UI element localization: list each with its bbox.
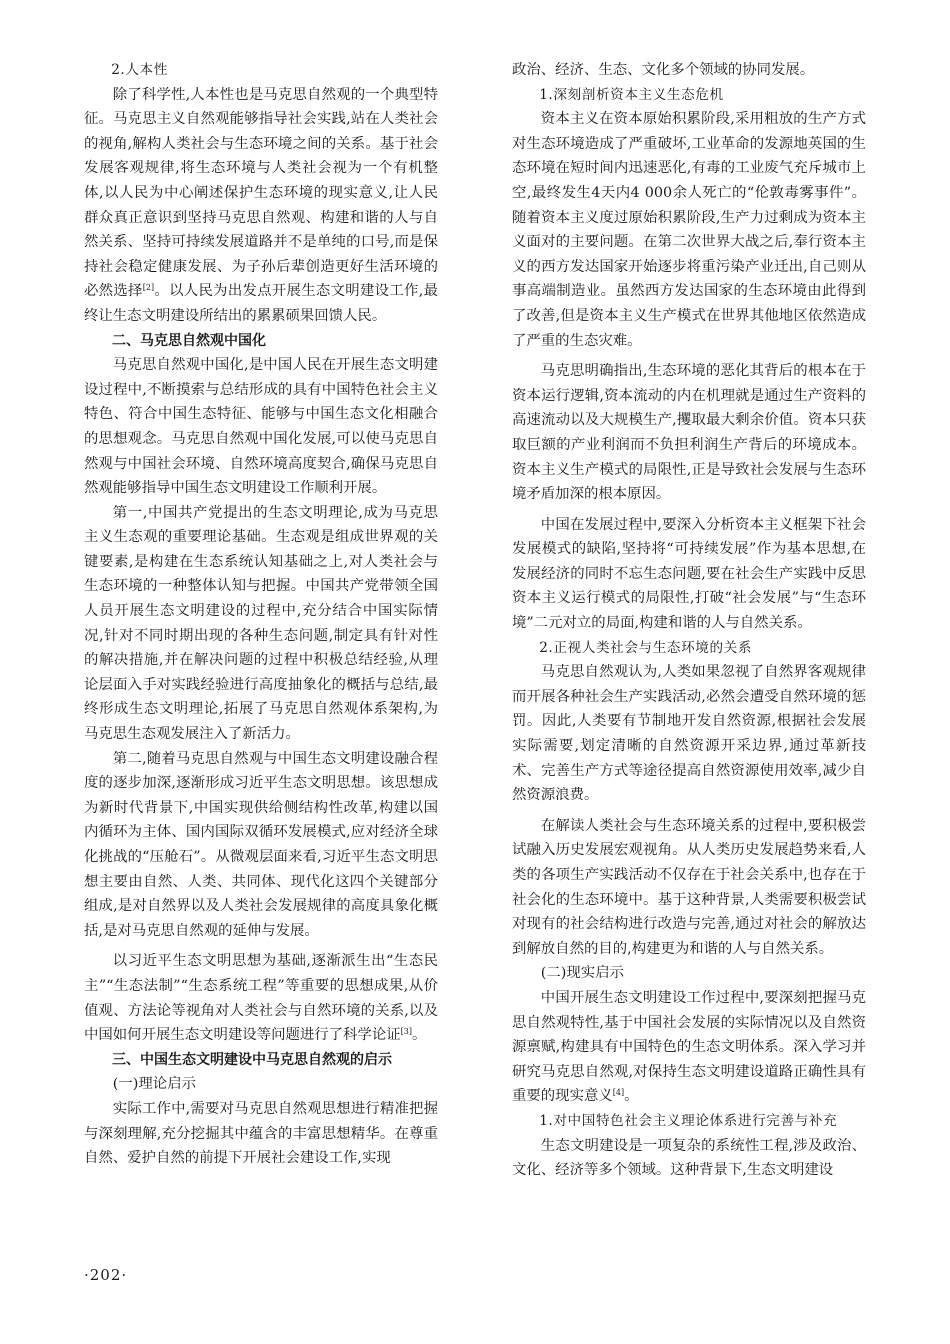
- paragraph-text: 以习近平生态文明思想为基础,逐渐派生出“生态民主”“生态法制”“生态系统工程”等重要的思想成果,从价值观、方法论等视角对人类社会与自然环境的关系,以及中国如何开展生态文明建设等问题进行了科学论证: [84, 953, 438, 1044]
- paragraph: [84, 949, 438, 1047]
- paragraph: [512, 986, 866, 1109]
- paragraph: 实际工作中,需要对马克思自然观思想进行精准把握与深刻理解,充分挖掘其中蕴含的丰富思想精华。在尊重自然、爱护自然的前提下开展社会建设工作,实现: [84, 1100, 438, 1167]
- paragraph: 马克思自然观中国化,是中国人民在开展生态文明建设过程中,不断摸索与总结形成的具有中国特色社会主义特色、符合中国生态特征、能够与中国生态文化相融合的思想观念。马克思自然观中国化发展,可以使马克思自然观与中国社会环境、自然环境高度契合,确保马克思自然观能够指导中国生态文明建设工作顺利开展。: [84, 357, 438, 497]
- paragraph: 第二,随着马克思自然观与中国生态文明建设融合程度的逐步加深,逐渐形成习近平生态文明思想。该思想成为新时代背景下,中国实现供给侧结构性改革,构建以国内循环为主体、国内国际双循环发展模式,应对经济全球化挑战的“压舱石”。从微观层面来看,习近平生态文明思想主要由自然、人类、共同体、现代化这四个关键部分组成,是对自然界以及人类社会发展规律的高度具象化概括,是对马克思自然观的延伸与发展。: [84, 750, 438, 939]
- paragraph: 第一,中国共产党提出的生态文明理论,成为马克思主义生态观的重要理论基础。生态观是组成世界观的关键要素,是构建在生态系统认知基础之上,对人类社会与生态环境的一种整体认知与把握。中国共产党带领全国人员开展生态文明建设的过程中,充分结合中国实际情况,针对不同时期出现的各种生态问题,制定具有针对性的解决措施,并在解决问题的过程中积极总结经验,从理论层面入手对实践经验进行高度抽象化的概括与总结,最终形成生态文明理论,拓展了马克思自然观体系架构,为马克思生态观发展注入了新活力。: [84, 504, 438, 743]
- section-heading-3: 三、中国生态文明建设中马克思自然观的启示: [112, 1051, 392, 1068]
- paragraph: 生态文明建设是一项复杂的系统性工程,涉及政治、文化、经济等多个领域。这种背景下,生态文明建设: [512, 1137, 866, 1179]
- right-column: [512, 58, 866, 1183]
- paragraph-continued: 政治、经济、生态、文化多个领域的协同发展。: [512, 62, 815, 78]
- subheading-capitalism-crisis: 1.深刻剖析资本主义生态危机: [539, 86, 724, 103]
- citation-ref: [4]: [612, 1088, 625, 1098]
- paragraph: [84, 83, 438, 329]
- paragraph-text: 。: [624, 1088, 639, 1105]
- paragraph: 马克思自然观认为,人类如果忽视了自然界客观规律而开展各种社会生产实践活动,必然会遭受自然环境的惩罚。因此,人类要有节制地开发自然资源,根据社会发展实际需要,划定清晰的自然资源开采边界,通过革新技术、完善生产方式等途径提高自然资源使用效率,减少自然资源浪费。: [512, 664, 866, 804]
- paragraph-text: 除了科学性,人本性也是马克思自然观的一个典型特征。马克思主义自然观能够指导社会实践,站在人类社会的视角,解构人类社会与生态环境之间的关系。基于社会发展客观规律,将生态环境与人类社会视为一个有机整体,以人民为中心阐述保护生态环境的现实意义,让人民群众真正意识到坚持马克思自然观、构建和谐的人与自然关系、坚持可持续发展道路并不是单纯的口号,而是保持社会稳定健康发展、为子孙后辈创造更好生活环境的必然选择: [84, 86, 438, 300]
- paragraph-text: 。: [411, 1027, 427, 1044]
- paragraph-text: 。以人民为出发点开展生态文明建设工作,最终让生态文明建设所结出的累累硕果回馈人民。: [84, 283, 438, 324]
- paragraph-text: 中国开展生态文明建设工作过程中,要深刻把握马克思自然观特性,基于中国社会发展的实际情况以及自然资源禀赋,构建具有中国特色的生态文明体系。深入学习并研究马克思自然观,对保持生态文明建设道路正确性具有重要的现实意义: [512, 989, 866, 1105]
- subsection-heading-reality: (二)现实启示: [540, 965, 624, 982]
- subsection-heading-theory: (一)理论启示: [112, 1076, 196, 1093]
- subheading-society-environment: 2.正视人类社会与生态环境的关系: [539, 639, 753, 656]
- paragraph: 马克思明确指出,生态环境的恶化其背后的根本在于资本运行逻辑,资本流动的内在机理就是通过生产资料的高速流动以及大规模生产,攫取最大剩余价值。资本只获取巨额的产业利润而不负担利润生产背后的环境成本。资本主义生产模式的局限性,正是导致社会发展与生态环境矛盾加深的根本原因。: [512, 363, 866, 503]
- citation-ref: [3]: [400, 1027, 412, 1037]
- paragraph: 中国在发展过程中,要深入分析资本主义框架下社会发展模式的缺陷,坚持将“可持续发展”作为基本思想,在发展经济的同时不忘生态问题,要在社会生产实践中反思资本主义运行模式的局限性,打破“社会发展”与“生态环境”二元对立的局面,构建和谐的人与自然关系。: [512, 516, 866, 632]
- subheading-theory-improvement: 1.对中国特色社会主义理论体系进行完善与补充: [539, 1112, 838, 1129]
- section-heading-2: 二、马克思自然观中国化: [112, 332, 266, 349]
- left-column: [84, 58, 438, 1171]
- paragraph: 资本主义在资本原始积累阶段,采用粗放的生产方式对生态环境造成了严重破坏,工业革命的发源地英国的生态环境在短时间内迅速恶化,有毒的工业废气充斥城市上空,最终发生4天内4 000余人死亡的“伦敦毒雾事件”。随着资本主义度过原始积累阶段,生产力过剩成为资本主义面对的主要问题。在第二次世界大战之后,奉行资本主义的西方发达国家开始逐步将重污染产业迁出,自己则从事高端制造业。虽然西方发达国家的生态环境由此得到了改善,但是资本主义生产模式在世界其他地区依然造成了严重的生态灾难。: [512, 111, 866, 349]
- citation-ref: [2]: [142, 283, 155, 293]
- page-number: ·202·: [84, 1266, 128, 1284]
- subheading-renbenxing: 2.人本性: [111, 62, 168, 78]
- paragraph: 在解读人类社会与生态环境关系的过程中,要积极尝试融入历史发展宏观视角。从人类历史发展趋势来看,人类的各项生产实践活动不仅存在于社会关系中,也存在于社会化的生态环境中。基于这种背景,人类需要积极尝试对现有的社会结构进行改造与完善,通过对社会的解放达到解放自然的目的,构建更为和谐的人与自然关系。: [512, 817, 866, 957]
